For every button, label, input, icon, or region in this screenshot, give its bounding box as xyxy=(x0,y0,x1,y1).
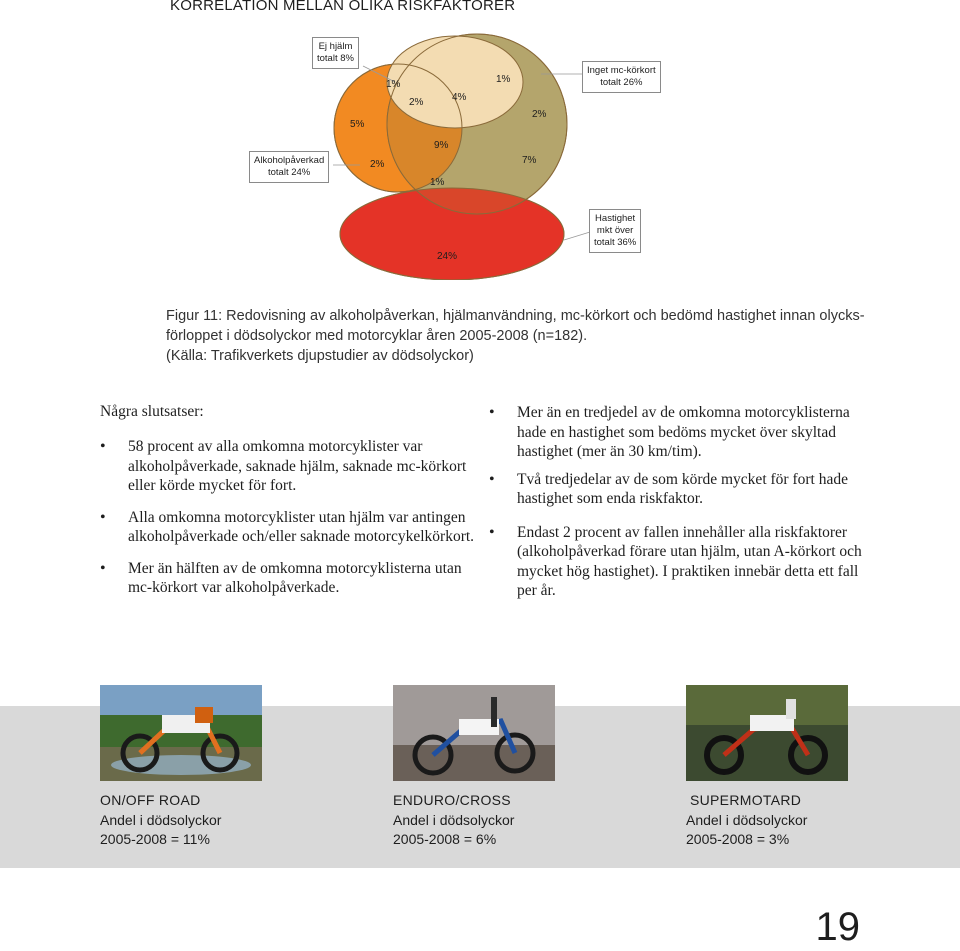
caption-line-2: förloppet i dödsolyckor med motorcyklar åren 2005-2008 (n=182). xyxy=(166,328,588,344)
venn-value-lic-only: 2% xyxy=(532,109,547,120)
venn-value-lic-speed: 7% xyxy=(522,155,537,166)
page-number: 19 xyxy=(815,905,860,949)
speed-label: Hastighet mkt över totalt 36% xyxy=(589,209,641,253)
bike-share-label: Andel i dödsolyckor xyxy=(100,811,222,828)
helmet-label: Ej hjälm totalt 8% xyxy=(312,37,359,69)
list-item: • Endast 2 procent av fallen innehåller alla riskfaktorer (alkoholpåverkad förare utan hjälm, utan A-körkort och mycket hög hastighet). I praktiken innebär detta ett fall per år. xyxy=(489,523,869,601)
bike-title: ENDURO/CROSS xyxy=(393,792,511,808)
section-title: KORRELATION MELLAN OLIKA RISKFAKTORER xyxy=(170,0,516,14)
venn-value-alc-helmet-speed: 1% xyxy=(430,177,445,188)
caption-line-1: Figur 11: Redovisning av alkoholpåverkan, hjälmanvändning, mc-körkort och bedömd hastighet innan olycks- xyxy=(166,308,865,324)
venn-value-helmet-lic-speed: 1% xyxy=(496,74,511,85)
list-item: • Mer än en tredjedel av de omkomna motorcyklisterna hade en hastighet som bedöms mycket över skyltad hastighet (mer än 30 km/tim). xyxy=(489,403,869,462)
supermotard-photo xyxy=(686,685,848,781)
risk-factor-venn-diagram xyxy=(0,0,960,280)
bike-share-value: 2005-2008 = 6% xyxy=(393,831,497,847)
venn-value-alc-only: 5% xyxy=(350,119,365,130)
venn-value-alc-helmet: 1% xyxy=(386,79,401,90)
bike-title: ON/OFF ROAD xyxy=(100,792,201,808)
venn-value-alc-speed: 2% xyxy=(370,159,385,170)
enduro-cross-photo xyxy=(393,685,555,781)
venn-value-helmet-lic: 4% xyxy=(452,92,467,103)
venn-value-alc-lic-speed: 9% xyxy=(434,140,449,151)
list-item: • Två tredjedelar av de som körde mycket för fort hade hastighet som enda riskfaktor. xyxy=(489,470,869,509)
conclusions-left-list xyxy=(100,437,480,610)
list-item: • 58 procent av alla omkomna motorcyklister var alkoholpåverkade, saknade hjälm, saknade mc-körkort eller körde mycket för fort. xyxy=(100,437,480,496)
bike-share-value: 2005-2008 = 11% xyxy=(100,831,210,847)
bike-share-label: Andel i dödsolyckor xyxy=(686,811,808,828)
on-off-road-photo xyxy=(100,685,262,781)
bike-caption-on-off-road xyxy=(100,791,221,850)
venn-value-alc-helmet-lic: 2% xyxy=(409,97,424,108)
alcohol-label: Alkoholpåverkad totalt 24% xyxy=(249,151,329,183)
bike-share-value: 2005-2008 = 3% xyxy=(686,831,790,847)
figure-caption xyxy=(166,306,865,366)
bike-title: SUPERMOTARD xyxy=(690,792,802,808)
list-item: • Alla omkomna motorcyklister utan hjälm var antingen alkoholpåverkade och/eller saknade motorcykelkörkort. xyxy=(100,508,480,547)
bike-caption-enduro-cross xyxy=(393,791,514,850)
license-label: Inget mc-körkort totalt 26% xyxy=(582,61,661,93)
list-item: • Mer än hälften av de omkomna motorcyklisterna utan mc-körkort var alkoholpåverkade. xyxy=(100,559,480,598)
conclusions-heading: Några slutsatser: xyxy=(100,403,204,420)
venn-value-speed-only: 24% xyxy=(437,251,458,262)
caption-line-3: (Källa: Trafikverkets djupstudier av dödsolyckor) xyxy=(166,348,474,364)
bike-caption-supermotard xyxy=(686,791,807,850)
conclusions-right-list xyxy=(489,403,869,609)
bike-share-label: Andel i dödsolyckor xyxy=(393,811,515,828)
